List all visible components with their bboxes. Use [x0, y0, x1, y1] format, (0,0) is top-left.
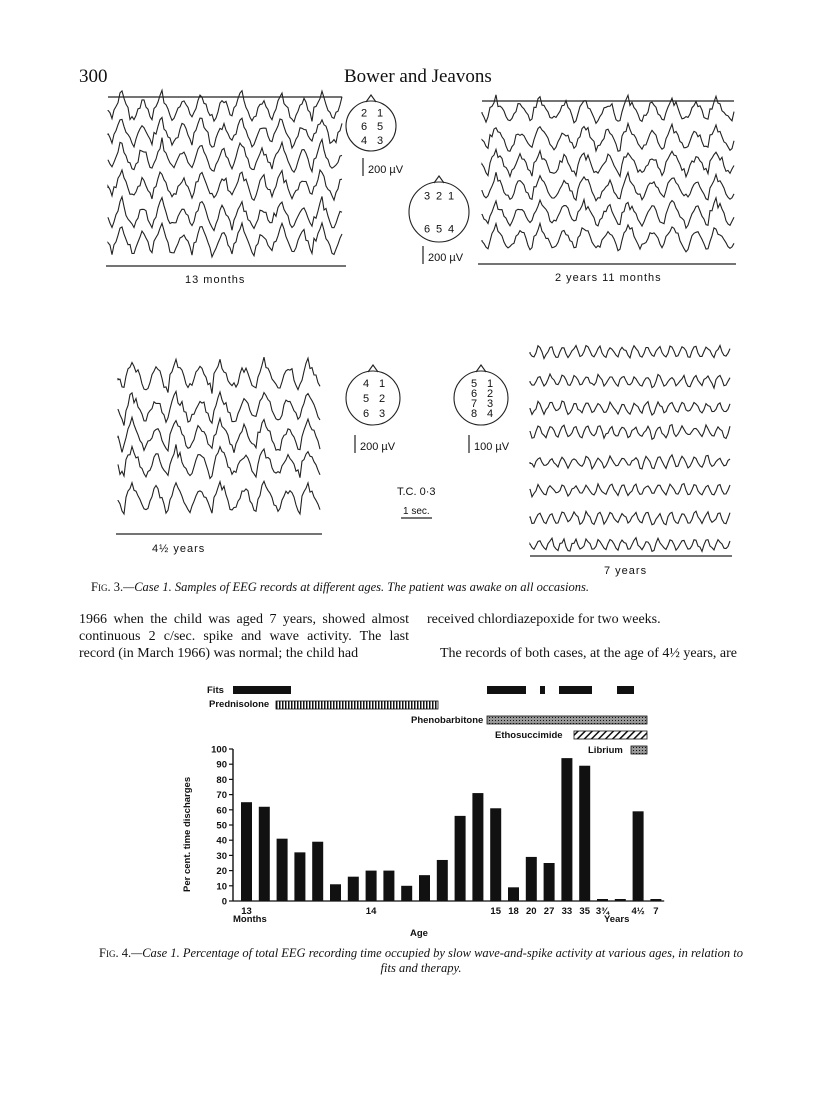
bar [383, 871, 394, 901]
therapy-label: Librium [588, 745, 623, 756]
bar [579, 766, 590, 901]
y-tick-label: 80 [216, 774, 227, 786]
y-tick-label: 100 [211, 744, 227, 756]
bar [277, 839, 288, 901]
x-tick-label: 27 [543, 906, 555, 917]
body-text-right: received chlordiazepoxide for two weeks. [427, 612, 661, 627]
bar [401, 886, 412, 901]
electrode-label: 7 [471, 397, 478, 410]
bar [366, 871, 377, 901]
eeg-panel-label: 7 years [604, 565, 648, 577]
figure-4-caption: Fig. 4.—Case 1. Percentage of total EEG recording time occupied by slow wave-and-spike activity at various ages, in relation to fits and therapy. [99, 946, 743, 975]
electrode-label: 4 [487, 407, 494, 420]
electrode-label: 3 [379, 407, 386, 420]
electrode-label: 5 [436, 223, 443, 236]
ethosuccimide-bar [574, 731, 647, 739]
electrode-label: 1 [448, 190, 455, 203]
electrode-label: 8 [471, 407, 478, 420]
years-label: Years [604, 914, 630, 925]
page-number: 300 [79, 66, 108, 87]
bar [348, 877, 359, 901]
electrode-label: 6 [363, 407, 370, 420]
x-tick-label: 33 [561, 906, 573, 917]
fits-bar [487, 686, 526, 694]
electrode-label: 5 [363, 393, 370, 405]
bar [508, 887, 519, 901]
electrode-label: 4 [363, 378, 370, 391]
x-tick-label: 7 [653, 906, 659, 917]
electrode-label: 1 [377, 107, 384, 120]
body-text-left: 1966 when the child was aged 7 years, showed almost continuous 2 c/sec. spike and wave activity. The last record (in March 1966) was normal; the child had [79, 612, 409, 661]
x-axis-label: Age [410, 928, 428, 939]
electrode-label: 2 [379, 393, 386, 405]
electrode-label: 1 [487, 378, 494, 391]
fits-bar [559, 686, 592, 694]
x-tick-label: 3¾ [595, 906, 610, 917]
months-label: Months [233, 914, 267, 925]
electrode-label: 5 [471, 378, 478, 391]
therapy-label: Phenobarbitone [411, 715, 484, 726]
bar [294, 852, 305, 901]
figure-3-caption: Fig. 3.—Case 1. Samples of EEG records at different ages. The patient was awake on all occasions. [91, 580, 590, 594]
therapy-label: Fits [207, 685, 224, 696]
y-tick-label: 60 [216, 805, 227, 817]
electrode-label: 6 [471, 388, 478, 401]
electrode-label: 4 [448, 223, 455, 236]
bar [419, 875, 430, 901]
eeg-panel-label: 13 months [185, 274, 246, 286]
electrode-label: 6 [424, 223, 431, 236]
bar [561, 758, 572, 901]
y-tick-label: 90 [216, 759, 227, 771]
amplitude-scale: 200 µV [368, 164, 404, 176]
x-tick-label: 20 [526, 906, 537, 917]
bar [472, 793, 483, 901]
bar [241, 802, 252, 901]
time-scale: 1 sec. [403, 506, 430, 517]
amplitude-scale: 100 µV [474, 441, 510, 453]
electrode-label: 2 [436, 190, 443, 203]
eeg-panel-label: 4½ years [152, 543, 206, 555]
electrode-label: 2 [487, 388, 494, 401]
electrode-label: 5 [377, 121, 384, 133]
bar [259, 807, 270, 901]
y-tick-label: 40 [216, 835, 227, 847]
electrode-label: 3 [377, 134, 384, 147]
bar [544, 863, 555, 901]
y-tick-label: 70 [216, 790, 227, 802]
phenobarbitone-bar [487, 716, 647, 724]
fits-bar [540, 686, 545, 694]
bar [437, 860, 448, 901]
electrode-label: 1 [379, 378, 386, 391]
therapy-label: Ethosuccimide [495, 730, 563, 741]
prednisolone-bar [276, 701, 438, 709]
bar [633, 811, 644, 901]
bar [526, 857, 537, 901]
x-tick-label: 14 [365, 906, 377, 917]
fits-bar [617, 686, 634, 694]
time-constant: T.C. 0·3 [397, 486, 436, 498]
amplitude-scale: 200 µV [360, 441, 396, 453]
bar [312, 842, 323, 901]
therapy-label: Prednisolone [209, 699, 270, 710]
electrode-label: 4 [361, 134, 368, 147]
y-tick-label: 10 [216, 881, 227, 893]
body-text-right-2: The records of both cases, at the age of 4½ years, are [440, 646, 737, 661]
electrode-label: 2 [361, 107, 368, 120]
x-tick-label: 18 [508, 906, 519, 917]
electrode-label: 6 [361, 121, 368, 133]
bar [330, 884, 341, 901]
y-tick-label: 20 [216, 866, 227, 878]
fits-bar [233, 686, 291, 694]
eeg-panel-label: 2 years 11 months [555, 272, 662, 284]
x-tick-label: 15 [490, 906, 501, 917]
electrode-label: 3 [424, 190, 431, 203]
electrode-label: 3 [487, 397, 494, 410]
running-title: Bower and Jeavons [344, 66, 492, 87]
y-axis-label: Per cent. time discharges [182, 776, 193, 892]
y-tick-label: 30 [216, 850, 227, 862]
x-tick-label: 4½ [631, 906, 645, 917]
bar [455, 816, 466, 901]
amplitude-scale: 200 µV [428, 252, 464, 264]
librium-bar [631, 746, 647, 754]
bar [490, 808, 501, 901]
x-tick-label: 35 [579, 906, 590, 917]
y-tick-label: 0 [221, 896, 227, 908]
y-tick-label: 50 [216, 820, 227, 832]
x-tick-label: 13 [241, 906, 252, 917]
